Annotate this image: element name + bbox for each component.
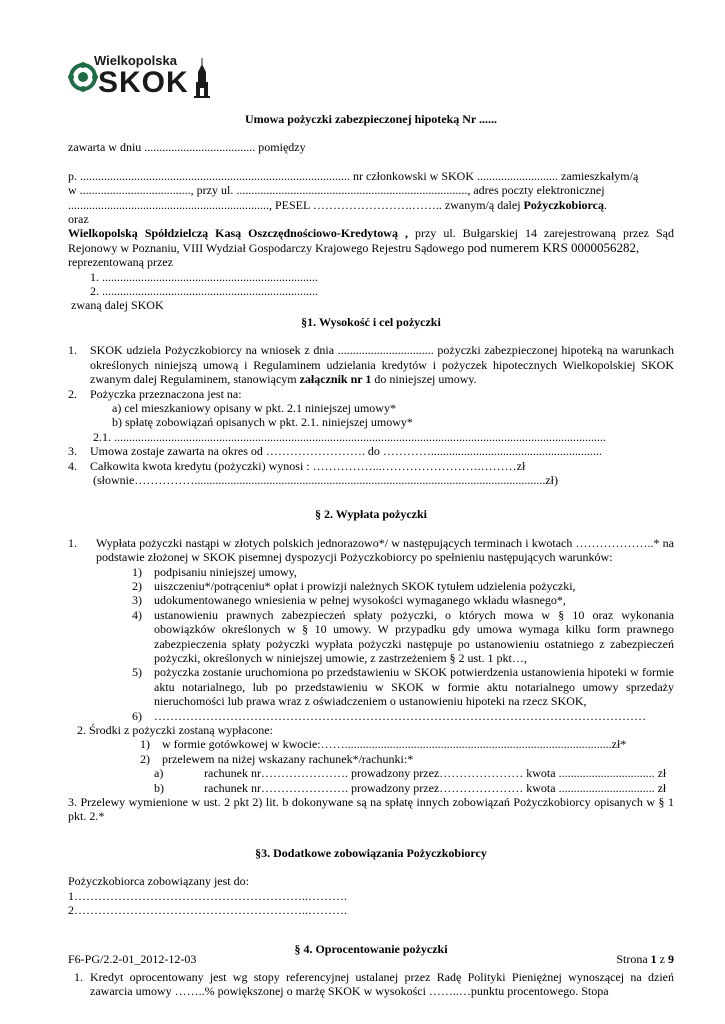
intro-date-line: zawarta w dniu ..................................... pomiędzy — [68, 140, 306, 155]
page-total: 9 — [668, 952, 674, 966]
representative-1: 1. ........................................................................ — [90, 269, 318, 284]
s2-payout-2b-text: rachunek nr…………………. prowadzony przez………………… kwota ................................ zł — [204, 780, 667, 795]
s2-payout-1-num: 1) — [140, 737, 150, 752]
s1-item-4-words: (słownie…………….....................................................................................................................zł) — [93, 472, 558, 487]
s2-item-1 — [68, 536, 674, 565]
s2-cond-4-num: 4) — [132, 607, 142, 622]
page-of: z — [656, 952, 668, 966]
logo — [68, 54, 218, 102]
intro-borrower-line: p. .......................................................................................... nr członkowski w SKOK ........................... zamieszkałym/ą — [68, 168, 639, 183]
s1-item-3 — [68, 444, 674, 458]
s4-item-1 — [68, 970, 674, 999]
s2-cond-6-text: …………………………………………………………………………………………………………… — [154, 708, 646, 723]
s1-item-2-1: 2.1. .................................................................................................................................................................... — [93, 429, 606, 444]
s2-payout-2b-num: b) — [154, 780, 164, 795]
s2-cond-2-text: uiszczeniu*/potrąceniu* opłat i prowizji należnych SKOK tytułem udzielenia pożyczki, — [154, 578, 576, 593]
s4-item-1-text: Kredyt oprocentowany jest wg stopy referencyjnej ustalanej przez Radę Polityki Pieniężnej wynoszącej na dzień zawarcia umowy ……..% powiększonej o marżę SKOK w wysokości ……..…punktu procentowego. Stopa — [90, 969, 674, 999]
s2-cond-2-num: 2) — [132, 578, 142, 593]
s2-payout-1-text: w formie gotówkowej w kwocie:…….........................................................................................zł* — [162, 737, 627, 752]
logo-brand-text: SKOK — [98, 66, 189, 99]
s1-item-2b: b) spłatę zobowiązań opisanych w pkt. 2.1. niniejszej umowy* — [112, 415, 413, 430]
intro-address-line: w ....................................., przy ul. ............................................................................., adres poczty elektronicznej — [68, 183, 605, 198]
representative-2: 2. ........................................................................ — [90, 284, 318, 299]
intro-lender — [68, 226, 674, 255]
s2-cond-3-num: 3) — [132, 593, 142, 608]
s2-cond-5-text: pożyczka zostanie uruchomiona po przedstawieniu w SKOK potwierdzenia ustanowienia hipoteki w formie aktu notarialnego, lub po przedstawieniu w SKOK w formie aktu notarialnego umowy sprzedaży nieruchomości lub prawa wraz z oświadczeniem o ustanowieniu hipoteki na rzecz SKOK, — [154, 665, 674, 709]
s1-item-4 — [68, 459, 674, 473]
intro-pesel-line — [68, 198, 674, 212]
lender-address: przy ul. Bułgarskiej 14 zarejestrowaną przez Sąd Rejonowy w Poznaniu, VIII Wydział Gospodarczy Krajowego Rejestru Sądowego — [68, 226, 674, 255]
s2-payout-2a-text: rachunek nr…………………. prowadzony przez………………… kwota ................................ zł — [204, 766, 667, 781]
s2-payout-2-text: przelewem na niżej wskazany rachunek*/rachunki:* — [162, 751, 414, 766]
section-1-title: §1. Wysokość i cel pożyczki — [301, 314, 441, 329]
s2-payout-2a — [68, 766, 674, 780]
s2-payout-2-num: 2) — [140, 751, 150, 766]
s2-cond-5-num: 5) — [132, 665, 142, 680]
s2-cond-1-text: podpisaniu niniejszej umowy, — [154, 564, 297, 579]
s2-cond-4-text: ustanowieniu prawnych zabezpieczeń spłaty pożyczki, o których mowa w § 10 oraz wykonania obowiązków określonych w § 10 umowy. W przypadku gdy umowa wymaga kilku form prawnego zabezpieczenia spłaty pożyczki wypłata pożyczki następuje po ustanowieniu ostatniego z zabezpieczeń pożyczki, określonych w niniejszej umowie, z zastrzeżeniem § 2 ust. 1 pkt…, — [154, 607, 674, 665]
logo-region-text: Wielkopolska — [94, 53, 177, 68]
s2-cond-2 — [68, 579, 674, 593]
page-label: Strona — [616, 952, 651, 966]
s2-cond-1-num: 1) — [132, 564, 142, 579]
intro-pesel-end: . — [603, 197, 607, 212]
s1-item-4-text: Całkowita kwota kredytu (pożyczki) wynosi : ……………...…………………….………zł — [90, 458, 526, 473]
s2-payout-2b — [68, 781, 674, 795]
s2-cond-5 — [68, 665, 674, 708]
s2-item-1-text: Wypłata pożyczki nastąpi w złotych polskich jednorazowo*/ w następujących terminach i kwotach ………………..* na podstawie złożonej w SKOK pisemnej dyspozycji Pożyczkobiorcy po spełnieniu następujących warunków: — [96, 535, 674, 565]
s3-intro: Pożyczkobiorca zobowiązany jest do: — [68, 874, 249, 889]
intro-represented: reprezentowaną przez — [68, 255, 173, 270]
s2-cond-6 — [68, 709, 674, 723]
page-number: 1 — [650, 952, 657, 966]
s2-cond-6-num: 6) — [132, 708, 142, 723]
s2-payout-1 — [68, 737, 674, 751]
s1-item-1-end: do niniejszej umowy. — [371, 372, 477, 387]
lender-krs: pod numerem KRS 0000056282, — [467, 239, 640, 255]
s2-cond-1 — [68, 565, 674, 579]
s4-item-1-num: 1. — [74, 969, 83, 984]
contract-body — [68, 112, 674, 999]
s2-item-3: 3. Przelewy wymienione w ust. 2 pkt 2) lit. b dokonywane są na spłatę innych zobowiązań Pożyczkobiorcy opisanych w § 1 pkt. 2.* — [68, 795, 674, 824]
s1-item-1-num: 1. — [68, 343, 77, 358]
s1-item-2-text: Pożyczka przeznaczona jest na: — [90, 386, 242, 401]
intro-skok-term: zwaną dalej SKOK — [71, 298, 164, 313]
s1-item-4-num: 4. — [68, 458, 77, 473]
lender-name: Wielkopolską Spółdzielczą Kasą Oszczędnościowo-Kredytową , — [68, 226, 408, 241]
s2-cond-4 — [68, 608, 674, 666]
s2-item-1-num: 1. — [68, 535, 77, 550]
s2-cond-3-text: udokumentowanego wniesienia w pełnej wysokości wymaganego wkładu własnego*, — [154, 593, 566, 608]
town-hall-tower-icon — [192, 58, 212, 98]
form-code: F6-PG/2.2-01_2012-12-03 — [68, 952, 197, 966]
s1-item-1 — [68, 343, 674, 386]
s1-item-3-num: 3. — [68, 444, 77, 459]
page-indicator — [616, 952, 674, 966]
document-title: Umowa pożyczki zabezpieczonej hipoteką Nr ...... — [244, 112, 498, 126]
borrower-term: Pożyczkobiorcą — [523, 197, 604, 212]
s2-item-2: 2. Środki z pożyczki zostaną wypłacone: — [77, 723, 273, 738]
s2-payout-2 — [68, 752, 674, 766]
s1-item-1-text: SKOK udziela Pożyczkobiorcy na wniosek z dnia ................................ pożyczki zabezpieczonej hipoteką na warunkach określonych niniejszą umową i Regulaminem udzielania kredytów i pożyczek hipotecznych Wielkopolskiej SKOK zwanym dalej Regulaminem, stanowiącym — [90, 343, 674, 387]
s3-line-1: 1…………………………………………………..………. — [68, 888, 347, 903]
s1-item-2-num: 2. — [68, 386, 77, 401]
attachment-ref: załącznik nr 1 — [299, 372, 372, 387]
s1-item-2 — [68, 387, 674, 401]
section-4-title: § 4. Oprocentowanie pożyczki — [294, 941, 448, 956]
s3-line-2: 2…………………………………………………..………. — [68, 903, 347, 918]
section-3-title: §3. Dodatkowe zobowiązania Pożyczkobiorcy — [255, 845, 487, 860]
s1-item-2a: a) cel mieszkaniowy opisany w pkt. 2.1 niniejszej umowy* — [112, 400, 396, 415]
section-2-title: § 2. Wypłata pożyczki — [314, 507, 427, 522]
s2-payout-2a-num: a) — [154, 766, 164, 781]
s1-item-3-text: Umowa zostaje zawarta na okres od ……………………. do …………......................................................... — [90, 444, 602, 459]
intro-and: oraz — [68, 212, 89, 227]
page-footer — [68, 952, 674, 966]
intro-pesel-text: ..................................................................., PESEL …………………….…….. zwanym/ą dalej — [68, 197, 524, 212]
s2-cond-3 — [68, 593, 674, 607]
